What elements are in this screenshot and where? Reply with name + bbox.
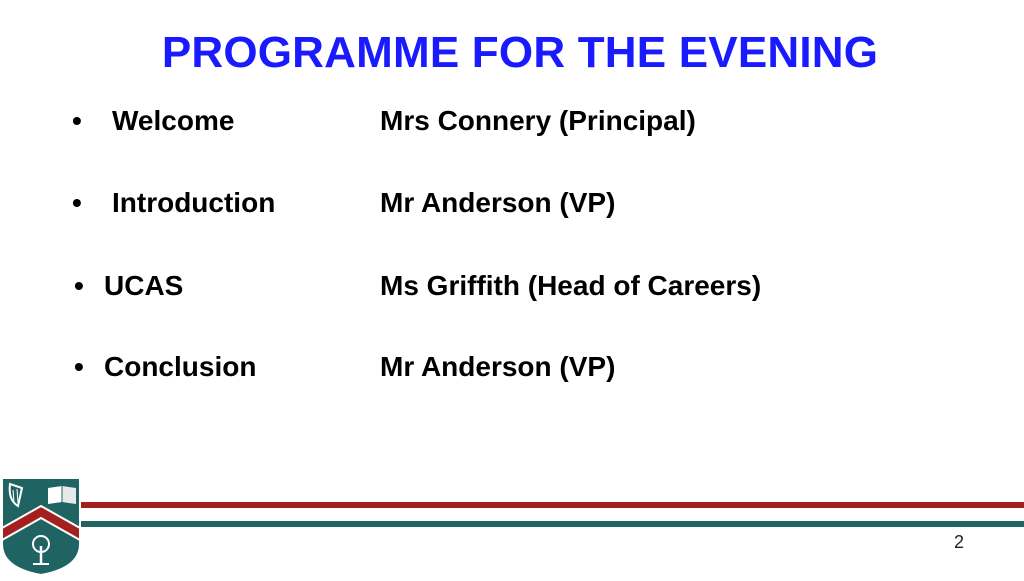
bullet: •	[74, 351, 84, 382]
agenda-item-welcome	[0, 101, 1024, 141]
agenda-item-label: UCAS	[104, 270, 184, 301]
agenda-item-label: Introduction	[112, 187, 276, 218]
slide-title: PROGRAMME FOR THE EVENING	[161, 28, 879, 77]
page-number: 2	[953, 532, 964, 552]
footer-stripe-red	[80, 502, 1024, 508]
agenda-item-introduction	[0, 183, 1024, 223]
footer-stripe-green	[80, 521, 1024, 527]
bullet: •	[74, 270, 84, 301]
school-crest-icon	[0, 476, 82, 576]
agenda-item-conclusion	[0, 347, 1024, 387]
agenda-item-label: Welcome	[112, 105, 235, 136]
agenda-item-presenter: Ms Griffith (Head of Careers)	[380, 270, 762, 301]
agenda-item-presenter: Mrs Connery (Principal)	[380, 105, 696, 136]
bullet: •	[72, 105, 82, 136]
agenda-item-ucas	[0, 266, 1024, 306]
agenda-item-presenter: Mr Anderson (VP)	[380, 351, 616, 382]
agenda-item-presenter: Mr Anderson (VP)	[380, 187, 616, 218]
agenda-item-label: Conclusion	[104, 351, 257, 382]
bullet: •	[72, 187, 82, 218]
